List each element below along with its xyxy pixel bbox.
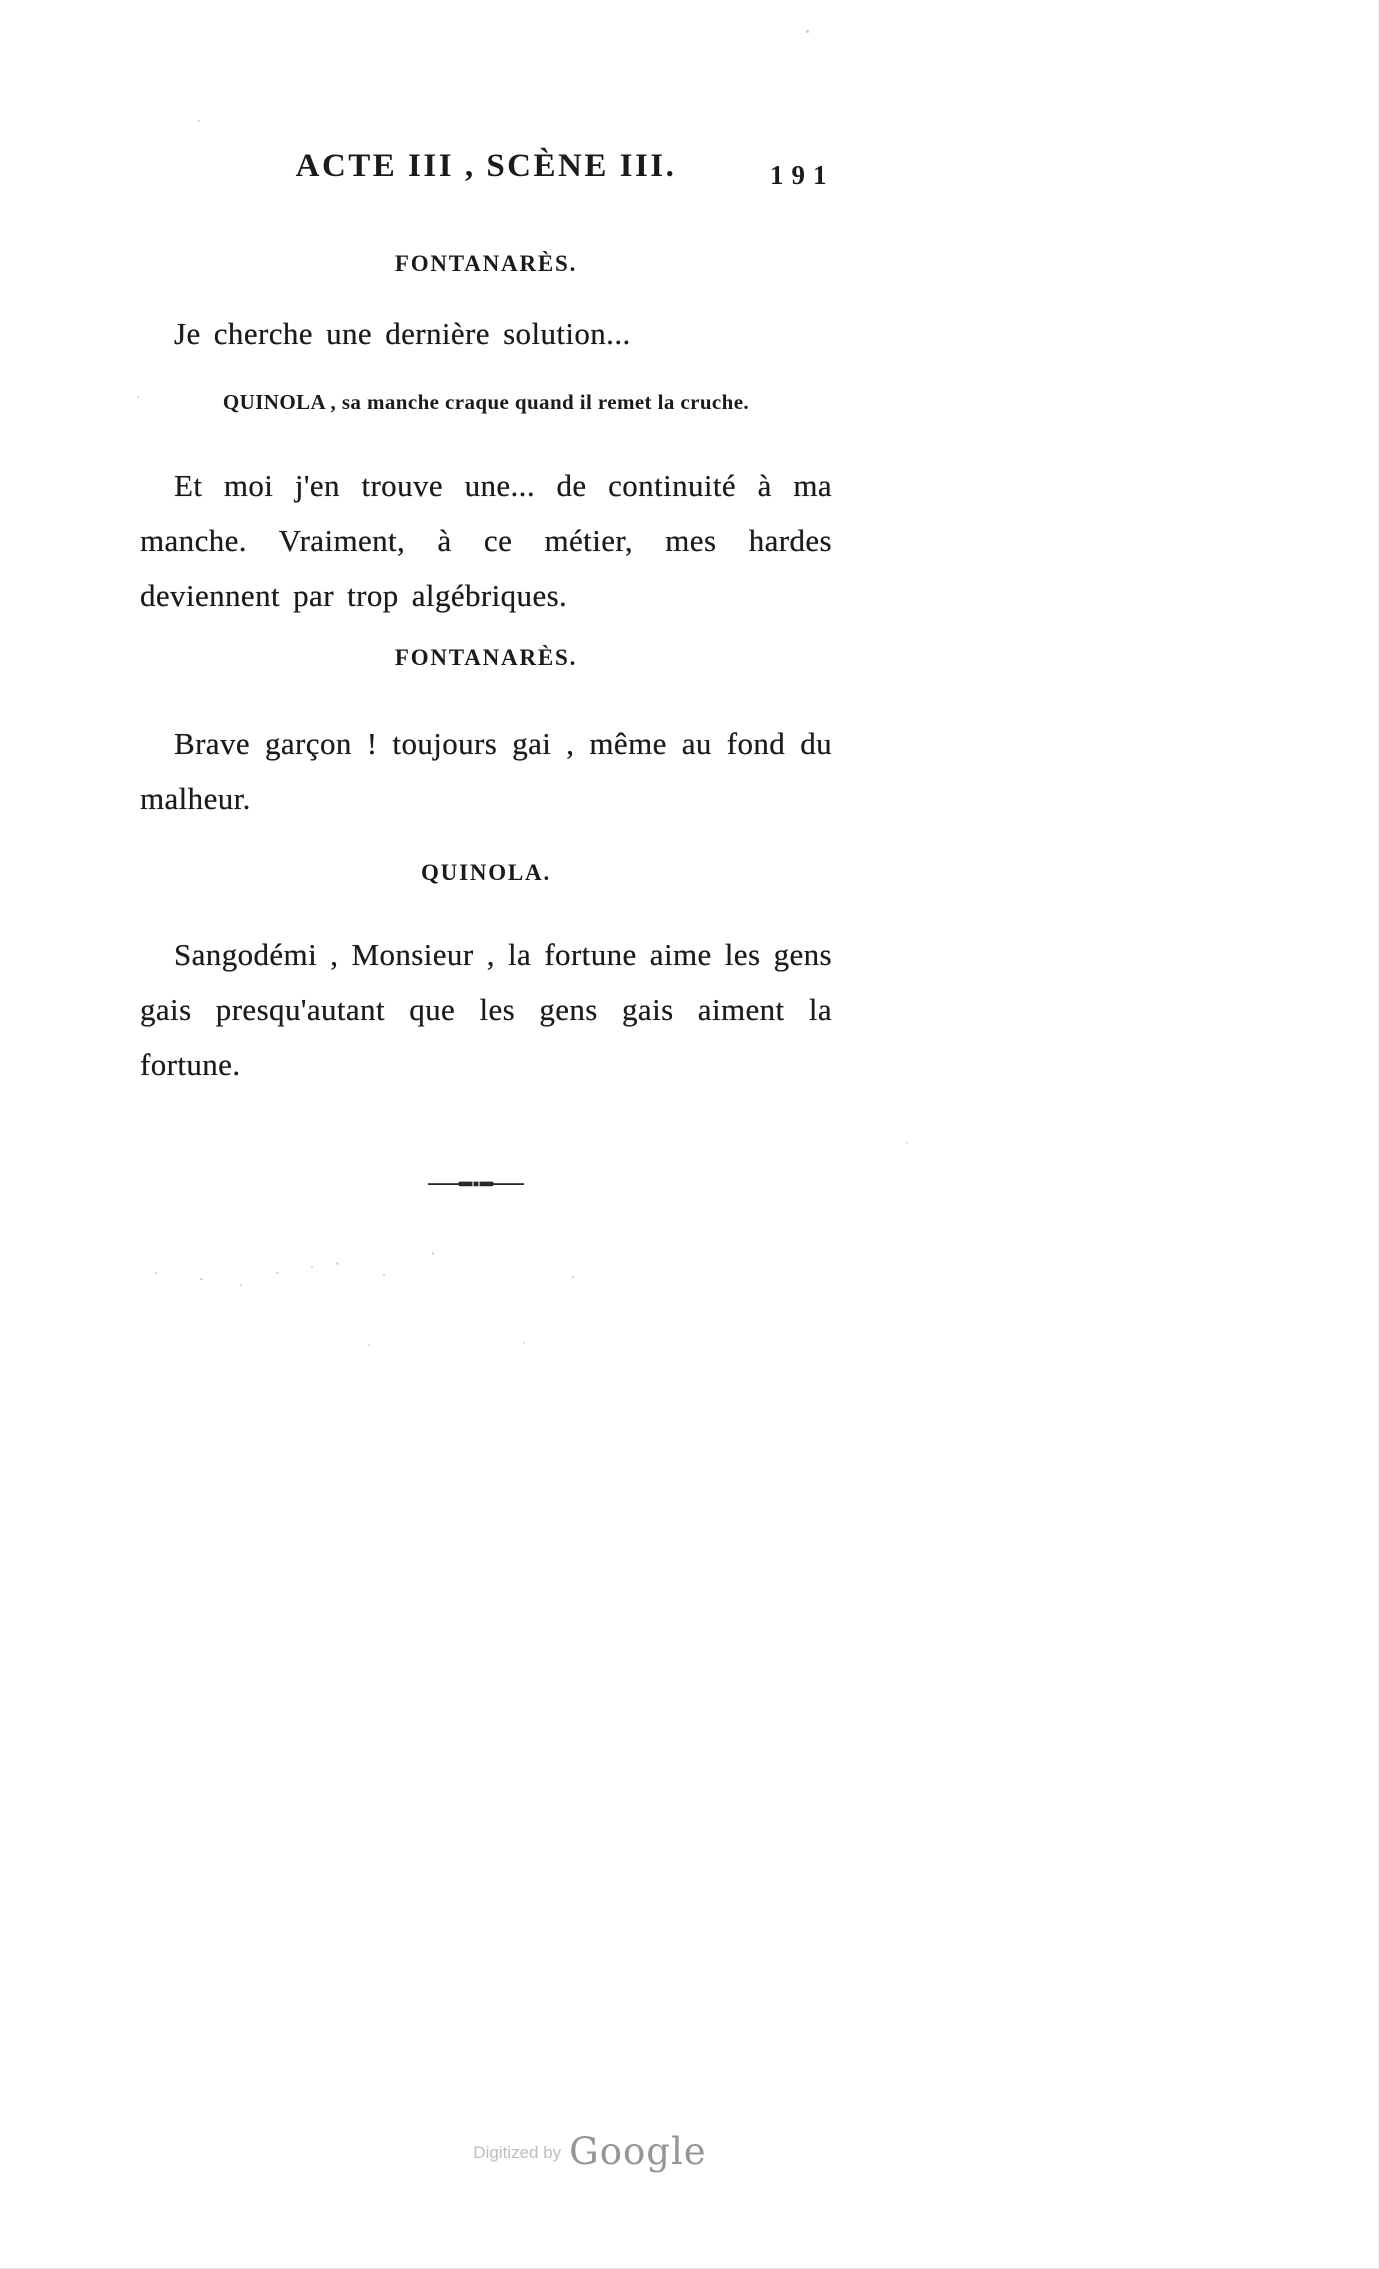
running-head: ACTE III , SCÈNE III.: [295, 148, 677, 184]
scan-speck: [240, 1284, 242, 1286]
google-logo-text: Google: [569, 2130, 707, 2173]
speaker-heading-quinola-1: [140, 390, 832, 415]
digitized-by-label: Digitized by: [473, 2143, 562, 2162]
stage-direction: sa manche craque quand il remet la cruche.: [341, 390, 750, 414]
page-number: 191: [770, 160, 835, 190]
scan-speck: [368, 1344, 370, 1346]
scan-speck: [572, 1276, 574, 1278]
scan-speck: [198, 120, 200, 122]
scan-speck: [806, 30, 809, 33]
speaker-heading-fontanares-2: FONTANARÈS.: [394, 645, 578, 670]
speaker-heading-quinola-2: QUINOLA.: [420, 860, 552, 885]
scan-speck: [383, 1274, 385, 1276]
dialogue-line: Et moi j'en trouve une... de continuité à ma manche. Vraiment, à ce métier, mes hardes deviennent par trop algébriques.: [140, 468, 832, 613]
scan-speck: [432, 1252, 434, 1255]
watermark: [0, 2130, 1180, 2173]
dialogue-line: Je cherche une dernière solution...: [174, 316, 631, 351]
scan-speck: [276, 1272, 279, 1274]
scan-speck: [523, 1342, 525, 1344]
scene-end-divider-ornament: [428, 1178, 524, 1190]
speaker-heading-fontanares-1: FONTANARÈS.: [394, 251, 578, 276]
scan-speck: [311, 1266, 313, 1268]
speaker-name: QUINOLA ,: [222, 390, 337, 414]
scan-speck: [336, 1262, 339, 1265]
scan-speck: [155, 1272, 157, 1274]
scan-speck: [200, 1278, 203, 1280]
scan-speck: [137, 396, 139, 398]
dialogue-line: Sangodémi , Monsieur , la fortune aime les gens gais presqu'autant que les gens gais aiment la fortune.: [140, 937, 833, 1082]
dialogue-line: Brave garçon ! toujours gai , même au fond du malheur.: [140, 726, 832, 816]
scan-speck: [906, 1142, 908, 1144]
